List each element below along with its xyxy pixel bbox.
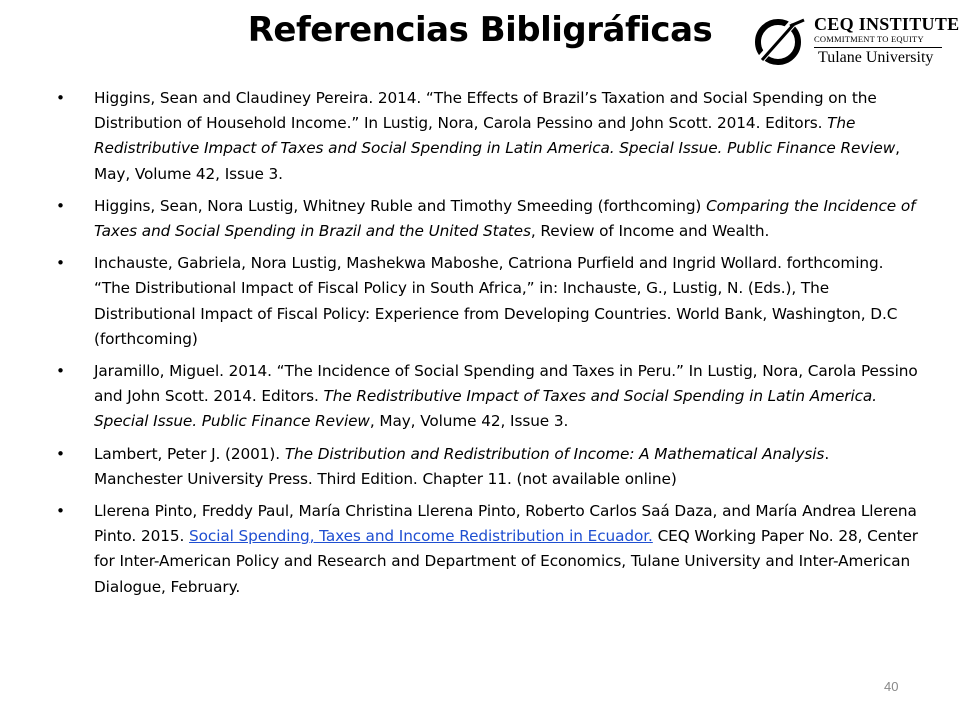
reference-link[interactable]: Social Spending, Taxes and Income Redistribution in Ecuador. <box>189 527 653 546</box>
reference-text: Jaramillo, Miguel. 2014. “The Incidence of Social Spending and Taxes in Peru.” In Lustig, Nora, Carola Pessino and John Scott. 2014. Editors. <box>94 362 918 406</box>
bullet: • <box>56 502 65 521</box>
reference-text: Higgins, Sean, Nora Lustig, Whitney Ruble and Timothy Smeeding (forthcoming) <box>94 196 707 215</box>
bullet: • <box>56 362 65 381</box>
reference-text: Lambert, Peter J. (2001). <box>94 444 285 463</box>
reference-italic-text: Comparing the Incidence of Taxes and Social Spending in Brazil and the United States <box>94 196 916 241</box>
bullet: • <box>56 254 65 273</box>
reference-list <box>56 86 918 607</box>
reference-italic-text: The Redistributive Impact of Taxes and Social Spending in Latin America. Special Issue. Public Finance Review <box>94 114 896 158</box>
logo-university: Tulane University <box>818 49 934 66</box>
bullet: • <box>56 89 65 107</box>
reference-text: , May, Volume 42, Issue 3. <box>94 139 900 183</box>
reference-item <box>56 86 918 187</box>
logo-divider <box>814 47 942 48</box>
reference-item <box>56 499 918 600</box>
logo-subtitle: COMMITMENT TO EQUITY <box>814 34 924 44</box>
reference-text: Inchauste, Gabriela, Nora Lustig, Mashekwa Maboshe, Catriona Purfield and Ingrid Wollard. forthcoming. “The Distributional Impact of Fiscal Policy in South Africa,” in: Inchauste, G., Lustig, N. (Eds.), The Distributional Impact of Fiscal Policy: Experience from Developing Countries. World Bank, Washington, D.C (forthcoming) <box>94 254 898 348</box>
reference-text: Llerena Pinto, Freddy Paul, María Christina Llerena Pinto, Roberto Carlos Saá Daza, and María Andrea Llerena Pinto. 2015. <box>94 502 917 546</box>
reference-item <box>56 442 918 492</box>
page-number: 40 <box>884 679 899 694</box>
reference-italic-text: The Redistributive Impact of Taxes and Social Spending in Latin America. Special Issue. Public Finance Review <box>94 387 877 431</box>
ceq-logo-mark-icon <box>752 16 808 68</box>
reference-italic-text: The Distribution and Redistribution of Income: A Mathematical Analysis <box>284 444 825 463</box>
reference-item <box>56 359 918 435</box>
reference-text: , Review of Income and Wealth. <box>530 222 770 241</box>
logo-institute-name: CEQ INSTITUTE <box>814 14 960 34</box>
bullet: • <box>56 196 65 215</box>
reference-item <box>56 251 918 352</box>
bullet: • <box>56 444 65 463</box>
slide-title: Referencias Bibligráficas <box>247 10 713 50</box>
reference-item <box>56 194 918 244</box>
reference-text: . Manchester University Press. Third Edition. Chapter 11. (not available online) <box>94 444 830 488</box>
reference-text: , May, Volume 42, Issue 3. <box>369 412 569 431</box>
ceq-institute-logo <box>752 14 960 70</box>
reference-text: Higgins, Sean and Claudiney Pereira. 2014. “The Effects of Brazil’s Taxation and Social Spending on the Distribution of Household Income.” In Lustig, Nora, Carola Pessino and John Scott. 2014. Editors. <box>94 89 877 133</box>
reference-text: CEQ Working Paper No. 28, Center for Inter-American Policy and Research and Department of Economics, Tulane University and Inter-American Dialogue, February. <box>94 527 918 596</box>
